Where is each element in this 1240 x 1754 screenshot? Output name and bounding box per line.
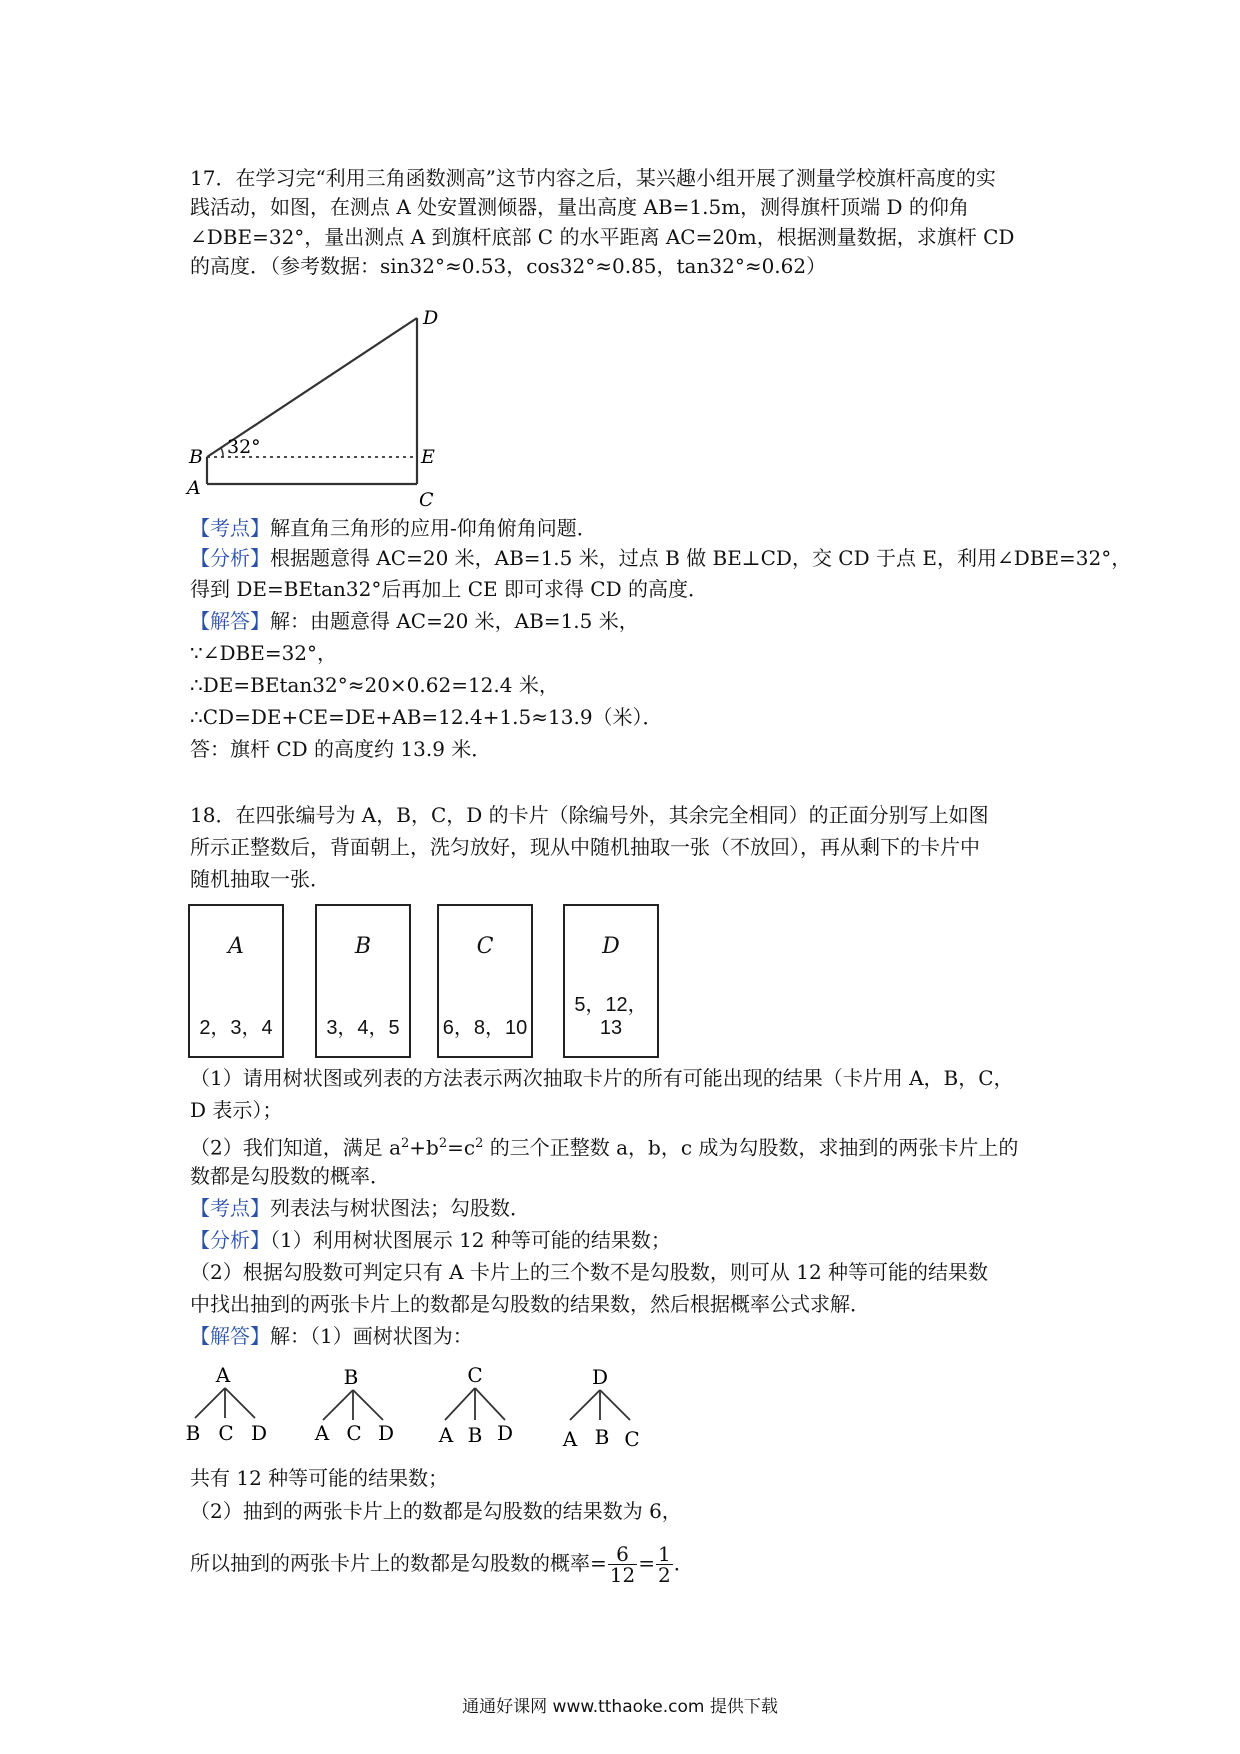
tree-d-leaf-3: C bbox=[624, 1427, 640, 1451]
q17-fenxi bbox=[190, 543, 1131, 573]
page-footer: 通通好课网 www.tthaoke.com 提供下载 bbox=[462, 1697, 778, 1717]
fraction-2-numerator: 1 bbox=[657, 1542, 671, 1566]
part2-sup-1: 2 bbox=[401, 1136, 410, 1151]
tree-c-leaf-3: D bbox=[496, 1421, 514, 1445]
equals-sign: = bbox=[638, 1551, 655, 1575]
part2-sup-2: 2 bbox=[438, 1136, 448, 1151]
q17-fenxi-line-2: 得到 DE=BEtan32°后再加上 CE 即可求得 CD 的高度． bbox=[190, 577, 709, 601]
tree-a-leaf-3: D bbox=[250, 1421, 268, 1445]
tree-d-root: D bbox=[591, 1365, 609, 1389]
tree-b bbox=[314, 1365, 394, 1445]
label-E: E bbox=[421, 446, 435, 468]
q17-stem-line-2: 践活动，如图，在测点 A 处安置测倾器，量出高度 AB=1.5m，测得旗杆顶端 D 的仰角 bbox=[190, 195, 969, 219]
fenxi-text: （1）利用树状图展示 12 种等可能的结果数； bbox=[270, 1228, 671, 1252]
tree-d-leaf-2: B bbox=[594, 1425, 610, 1449]
tree-b-leaf-2: C bbox=[346, 1421, 362, 1445]
card-c-letter: C bbox=[476, 934, 494, 959]
q17-step-2: ∴DE=BEtan32°≈20×0.62=12.4 米， bbox=[190, 673, 559, 697]
card-b-letter: B bbox=[354, 934, 372, 959]
fraction-1-2 bbox=[656, 1544, 673, 1585]
q17-step-1: ∵∠DBE=32°， bbox=[190, 641, 338, 665]
part2-text-d: 的三个正整数 a，b，c 成为勾股数，求抽到的两张卡片上的 bbox=[483, 1135, 1019, 1160]
q18-kaodian bbox=[190, 1193, 530, 1223]
tree-a-leaf-1: B bbox=[185, 1421, 201, 1445]
tree-a-root: A bbox=[215, 1363, 231, 1387]
q18-result-1: 共有 12 种等可能的结果数； bbox=[190, 1466, 449, 1490]
tree-c bbox=[438, 1363, 513, 1447]
q18-stem-line-3: 随机抽取一张． bbox=[190, 867, 330, 891]
result-3-text: 所以抽到的两张卡片上的数都是勾股数的概率= bbox=[190, 1551, 607, 1575]
label-angle: 32° bbox=[227, 436, 261, 458]
tree-b-leaf-3: D bbox=[377, 1421, 395, 1445]
kaodian-text: 列表法与树状图法；勾股数． bbox=[270, 1196, 530, 1220]
jieda-tag: 【解答】 bbox=[190, 1324, 270, 1348]
q18-result-2: （2）抽到的两张卡片上的数都是勾股数的结果数为 6， bbox=[190, 1499, 682, 1523]
kaodian-tag: 【考点】 bbox=[190, 1196, 270, 1220]
card-a-numbers: 2，3，4 bbox=[199, 1017, 273, 1039]
card-b bbox=[315, 904, 411, 1058]
q18-fenxi-line-3: 中找出抽到的两张卡片上的数都是勾股数的结果数，然后根据概率公式求解． bbox=[190, 1292, 870, 1316]
card-c-numbers: 6，8，10 bbox=[442, 1017, 528, 1039]
fraction-2-denominator: 2 bbox=[657, 1563, 671, 1587]
q17-stem-line-1: 17．在学习完“利用三角函数测高”这节内容之后，某兴趣小组开展了测量学校旗杆高度的实 bbox=[190, 166, 996, 190]
card-a-letter: A bbox=[228, 934, 244, 959]
angle-arc bbox=[221, 448, 223, 457]
card-a bbox=[188, 904, 284, 1058]
part2-sup-3: 2 bbox=[475, 1136, 484, 1151]
fenxi-text: 根据题意得 AC=20 米，AB=1.5 米，过点 B 做 BE⊥CD，交 CD 于点 E，利用∠DBE=32°， bbox=[270, 546, 1132, 570]
tree-b-leaf-1: A bbox=[314, 1421, 330, 1445]
kaodian-tag: 【考点】 bbox=[190, 516, 270, 540]
q18-stem-line-1: 18．在四张编号为 A，B，C，D 的卡片（除编号外，其余完全相同）的正面分别写上如图 bbox=[190, 803, 989, 827]
part2-text-c: =c bbox=[447, 1135, 476, 1160]
fraction-1-denominator: 12 bbox=[609, 1563, 636, 1587]
tree-d-leaf-1: A bbox=[562, 1427, 578, 1451]
kaodian-text: 解直角三角形的应用-仰角俯角问题． bbox=[270, 516, 597, 540]
label-D: D bbox=[423, 310, 439, 329]
fenxi-tag: 【分析】 bbox=[190, 1228, 270, 1252]
q17-stem-line-3: ∠DBE=32°，量出测点 A 到旗杆底部 C 的水平距离 AC=20m，根据测量数据，求旗杆 CD bbox=[190, 225, 1015, 249]
part2-text-a: （2）我们知道，满足 a bbox=[190, 1135, 402, 1160]
label-C: C bbox=[419, 489, 434, 510]
q18-part2 bbox=[190, 1129, 1018, 1163]
q17-answer: 答：旗杆 CD 的高度约 13.9 米． bbox=[190, 737, 492, 761]
q18-part1: （1）请用树状图或列表的方法表示两次抽取卡片的所有可能出现的结果（卡片用 A，B，C， bbox=[190, 1066, 1014, 1090]
end-period: ． bbox=[673, 1551, 694, 1575]
tree-a-leaf-2: C bbox=[218, 1421, 234, 1445]
jieda-text: 解：（1）画树状图为： bbox=[270, 1324, 473, 1348]
tree-c-root: C bbox=[467, 1363, 483, 1387]
fraction-1-numerator: 6 bbox=[608, 1544, 637, 1565]
label-B: B bbox=[189, 446, 203, 468]
q17-stem-line-4: 的高度．（参考数据：sin32°≈0.53，cos32°≈0.85，tan32°≈0.62） bbox=[190, 254, 827, 278]
part2-text-b: +b bbox=[409, 1135, 439, 1160]
fenxi-tag: 【分析】 bbox=[190, 546, 270, 570]
q17-jieda bbox=[190, 606, 639, 636]
q18-stem-line-2: 所示正整数后，背面朝上，洗匀放好，现从中随机抽取一张（不放回），再从剩下的卡片中 bbox=[190, 835, 980, 859]
q17-step-3: ∴CD=DE+CE=DE+AB=12.4+1.5≈13.9（米）． bbox=[190, 705, 663, 729]
card-d-numbers: 5，12，13 bbox=[574, 994, 648, 1039]
q18-fenxi-line-2: （2）根据勾股数可判定只有 A 卡片上的三个数不是勾股数，则可从 12 种等可能的结果数 bbox=[190, 1260, 989, 1284]
q18-part1-line-2: D 表示）； bbox=[190, 1098, 283, 1122]
label-A: A bbox=[187, 477, 201, 499]
jieda-text: 解：由题意得 AC=20 米，AB=1.5 米， bbox=[270, 609, 639, 633]
q18-jieda bbox=[190, 1321, 473, 1351]
card-d bbox=[563, 904, 659, 1058]
tree-b-root: B bbox=[343, 1365, 359, 1389]
tree-c-leaf-2: B bbox=[467, 1423, 483, 1447]
tree-diagram bbox=[180, 1360, 700, 1455]
tree-c-leaf-1: A bbox=[438, 1423, 454, 1447]
fraction-6-12 bbox=[608, 1544, 637, 1585]
jieda-tag: 【解答】 bbox=[190, 609, 270, 633]
card-d-letter: D bbox=[602, 934, 620, 959]
tree-d bbox=[562, 1365, 640, 1451]
q17-kaodian bbox=[190, 513, 597, 543]
tree-a bbox=[186, 1363, 267, 1445]
q18-result-3 bbox=[190, 1541, 694, 1585]
card-c bbox=[437, 904, 533, 1058]
q17-triangle-figure bbox=[185, 310, 445, 510]
card-b-numbers: 3，4，5 bbox=[326, 1017, 400, 1039]
q18-fenxi bbox=[190, 1225, 671, 1255]
q18-part2-line-2: 数都是勾股数的概率． bbox=[190, 1164, 390, 1188]
